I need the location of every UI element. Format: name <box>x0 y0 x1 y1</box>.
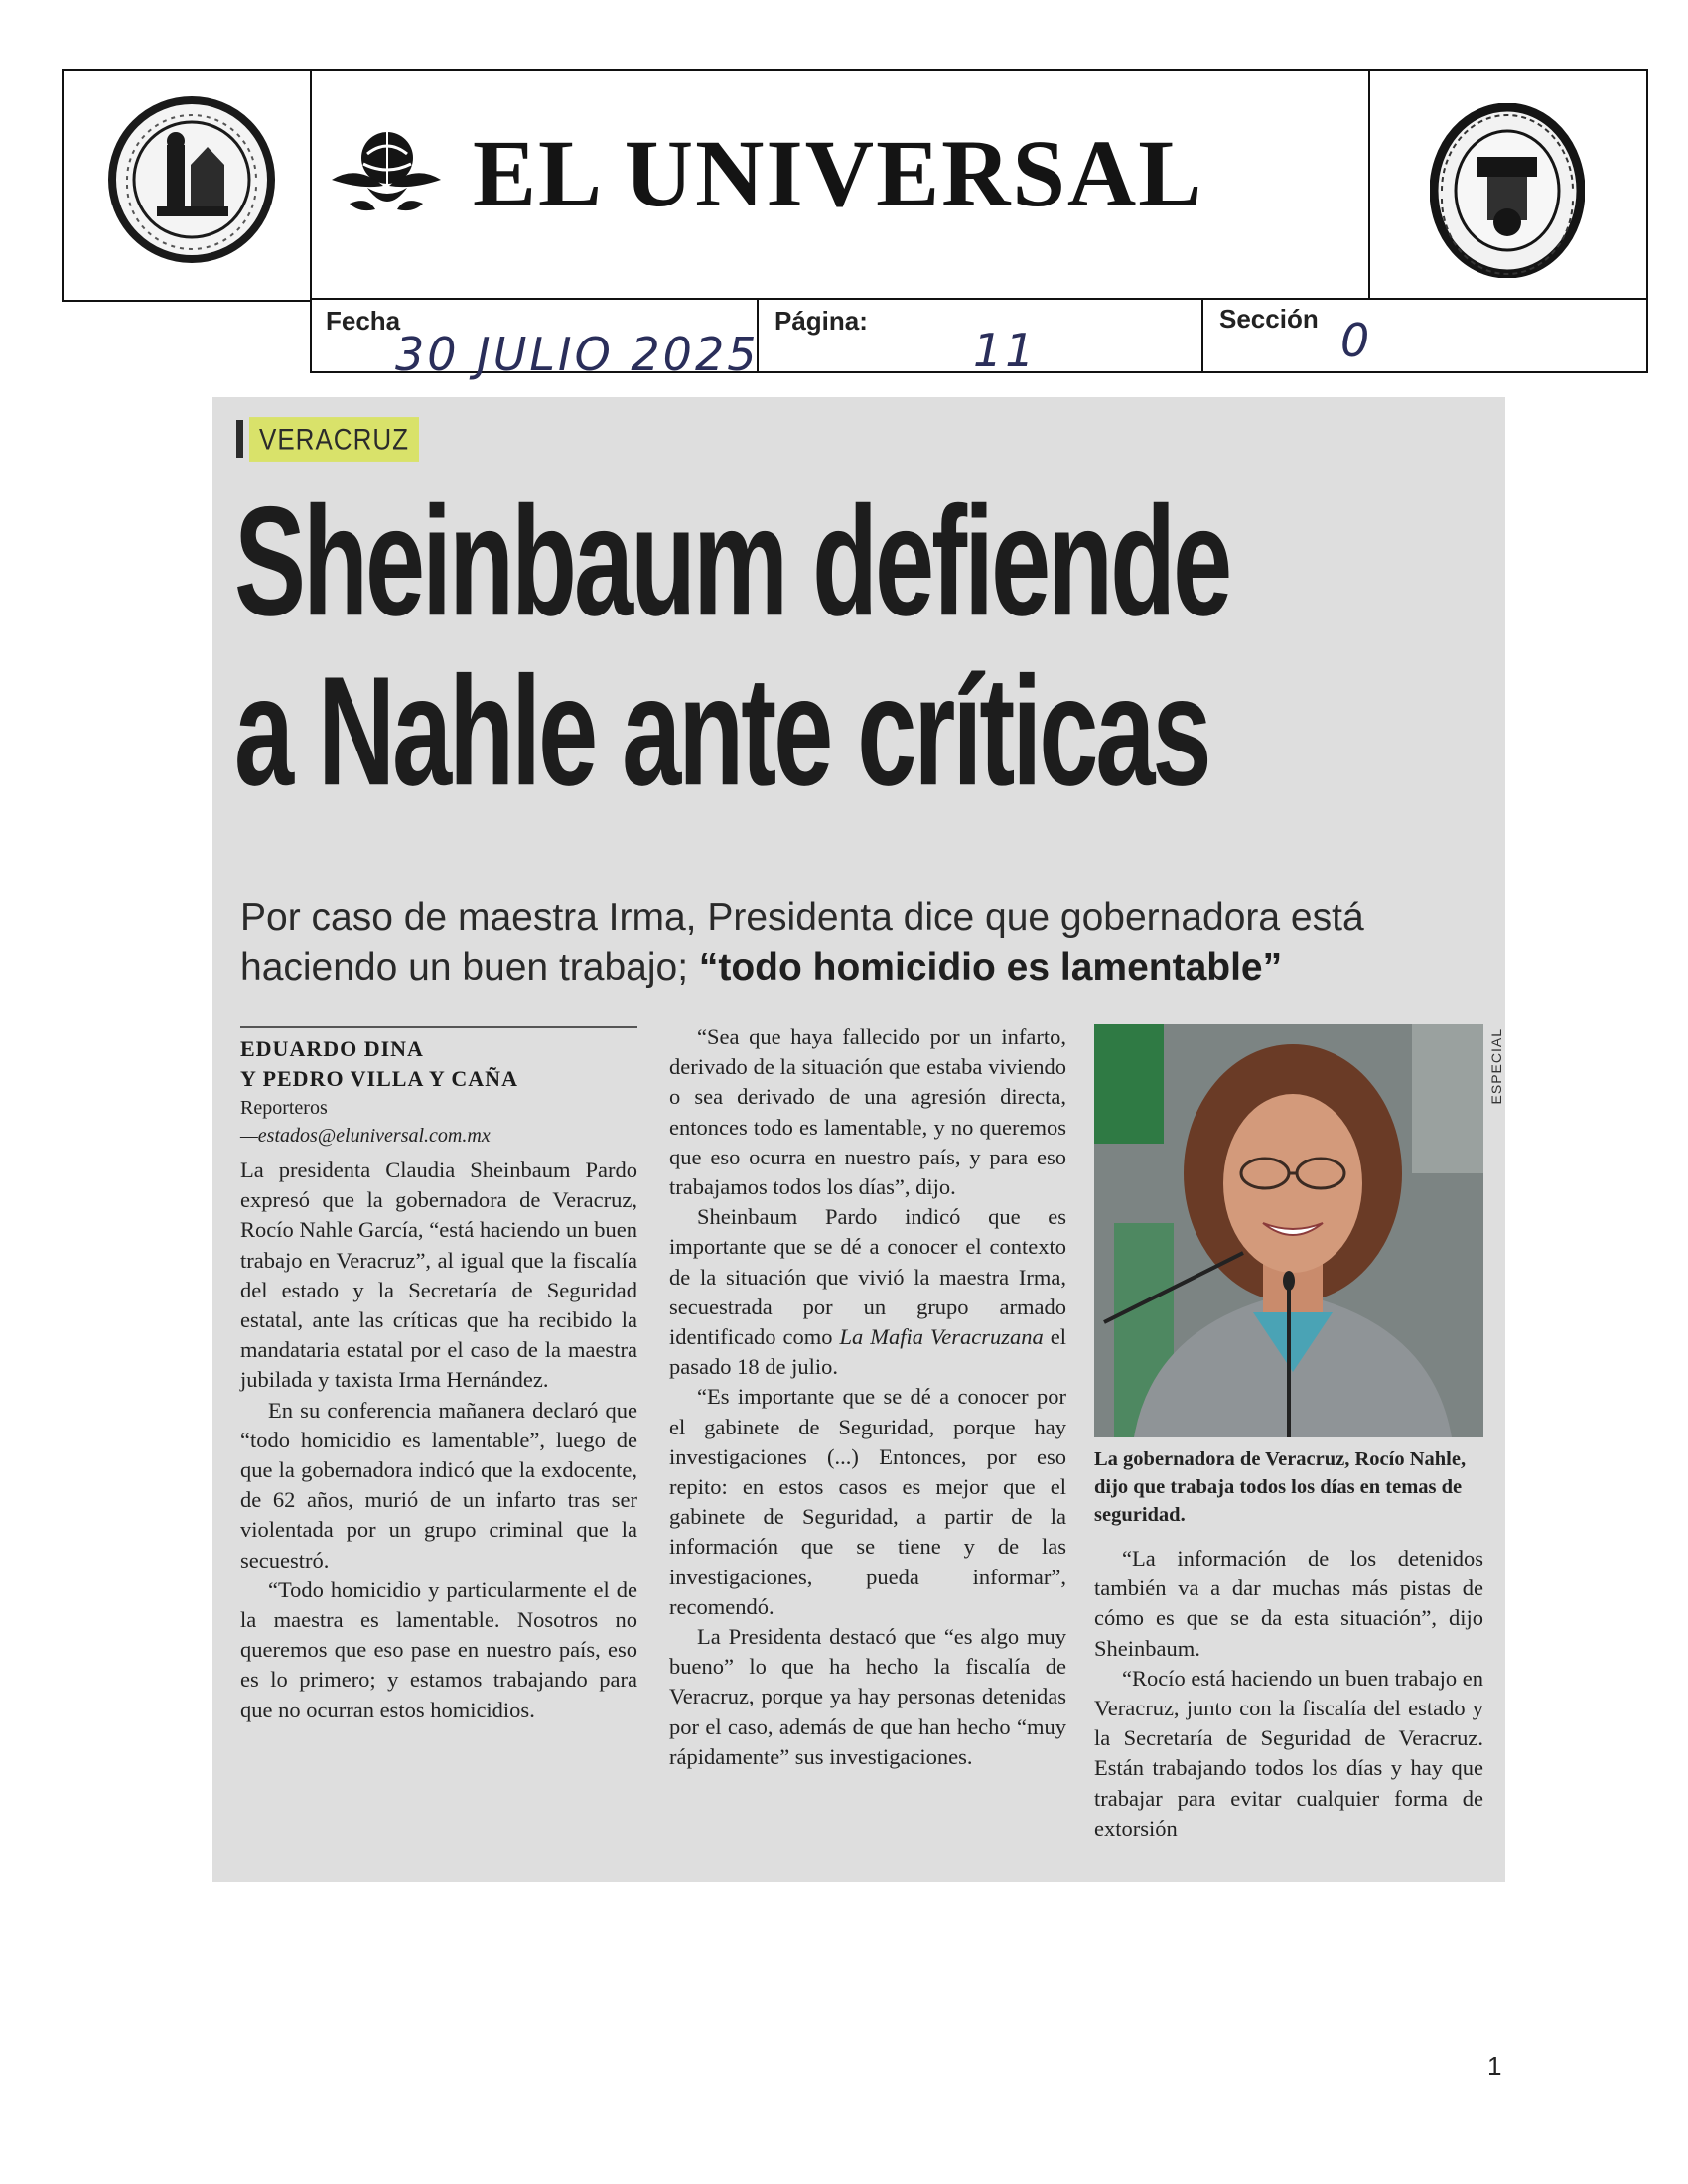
masthead <box>328 109 1350 238</box>
subheadline-quote: “todo homicidio es lamentable” <box>698 946 1283 989</box>
cit-seal-icon <box>1430 103 1585 278</box>
section-tag <box>236 419 419 459</box>
paragraph-text: Sheinbaum Pardo indicó que es importante que se dé a conocer el contexto de la situación que vivió la maestra Irma, secuestrada por un grupo armado identificado como <box>669 1204 1066 1350</box>
subheadline <box>240 893 1481 993</box>
paragraph-text: el pasado 18 de julio. <box>669 1324 1066 1380</box>
header-border-left <box>62 69 64 302</box>
header-border-right <box>1646 69 1648 373</box>
article-clipping <box>212 397 1505 1882</box>
byline-author-2: Y PEDRO VILLA Y CAÑA <box>240 1066 518 1091</box>
fecha-label: Fecha <box>326 306 401 336</box>
paragraph: “Todo homicidio y particularmente el de la maestra es lamentable. Nosotros no queremos que eso pase en nuestro país, eso es lo primero; y estamos trabajando para que no ocurran estos homicidios. <box>240 1576 637 1722</box>
header-border-bottom-left <box>62 300 310 302</box>
photo-caption: La gobernadora de Veracruz, Rocío Nahle, dijo que trabaja todos los días en temas de seguridad. <box>1094 1448 1467 1526</box>
headline <box>234 474 1495 818</box>
eagle-globe-logo-icon <box>328 124 445 224</box>
header-border-top <box>62 69 1648 71</box>
criminal-group-name: La Mafia Veracruzana <box>839 1324 1044 1350</box>
paragraph: “Es importante que se dé a conocer por el gabinete de Seguridad, porque hay investigaciones (...) Entonces, por eso repito: en estos casos es mejor que el gabinete de Seguridad, a partir de la información que se tiene y de las investigaciones, pueda informar”, recomendó. <box>669 1384 1066 1619</box>
paragraph: La presidenta Claudia Sheinbaum Pardo expresó que la gobernadora de Veracruz, Rocío Nahle García, “está haciendo un buen trabajo en Veracruz”, al igual que la fiscalía del estado y la Secretaría de Seguridad estatal, ante las críticas que ha recibido la mandataria estatal por el caso de la maestra jubilada y taxista Irma Hernández. <box>240 1158 637 1393</box>
section-tag-label: VERACRUZ <box>249 417 419 462</box>
byline-email: —estados@eluniversal.com.mx <box>240 1125 491 1147</box>
portrait-photo <box>1094 1024 1483 1437</box>
paragraph: “La información de los detenidos también va a dar muchas más pistas de cómo es que se da esta situación”, dijo Sheinbaum. <box>1094 1546 1483 1661</box>
page-number: 1 <box>1487 2051 1502 2081</box>
article-column-1 <box>240 1023 637 1725</box>
union-seal-icon <box>107 95 276 264</box>
header-divider-seccion <box>1201 298 1203 373</box>
subheadline-text: Por caso de maestra Irma, Presidenta dice que gobernadora está haciendo un buen trabajo; <box>240 896 1364 989</box>
pagina-label: Página: <box>774 306 868 336</box>
paragraph: La Presidenta destacó que “es algo muy bueno” lo que ha hecho la fiscalía de Veracruz, porque ya hay personas detenidas por el caso, además de que han hecho “muy rápidamente” sus investigaciones. <box>669 1624 1066 1769</box>
byline-role: Reporteros <box>240 1097 328 1119</box>
paragraph: “Sea que haya fallecido por un infarto, derivado de la situación que estaba viviendo o sea derivado de una agresión directa, entonces todo es lamentable, y no queremos que eso ocurra en nuestro país, y para eso trabajamos todos los días”, dijo. <box>669 1024 1066 1200</box>
byline-author-1: EDUARDO DINA <box>240 1036 424 1061</box>
photo-credit: ESPECIAL <box>1488 1028 1504 1105</box>
header-divider-row <box>310 298 1648 300</box>
headline-line-1: Sheinbaum defiende <box>234 474 1230 648</box>
header-divider-logo <box>310 69 312 373</box>
seccion-label: Sección <box>1219 304 1319 334</box>
fecha-value: 30 JULIO 2025 <box>395 328 760 381</box>
header-divider-seal <box>1368 69 1370 300</box>
paragraph <box>669 1202 1066 1382</box>
paragraph: “Rocío está haciendo un buen trabajo en Veracruz, junto con la fiscalía del estado y la Secretaría de Seguridad de Veracruz. Están trabajando todos los días y hay que trabajar para evitar cualquier forma de extorsión <box>1094 1665 1483 1841</box>
paragraph: En su conferencia mañanera declaró que “todo homicidio es lamentable”, luego de que la gobernadora indicó que la exdocente, de 62 años, murió de un infarto tras ser violentada por un grupo criminal que la secuestró. <box>240 1397 637 1572</box>
section-tag-bar <box>236 420 243 458</box>
article-column-2 <box>669 1023 1066 1772</box>
seccion-value: 0 <box>1340 314 1373 367</box>
pagina-value: 11 <box>973 324 1038 377</box>
newspaper-name: EL UNIVERSAL <box>473 120 1204 226</box>
headline-line-2: a Nahle ante críticas <box>234 643 1209 818</box>
article-column-3 <box>1094 1544 1483 1843</box>
